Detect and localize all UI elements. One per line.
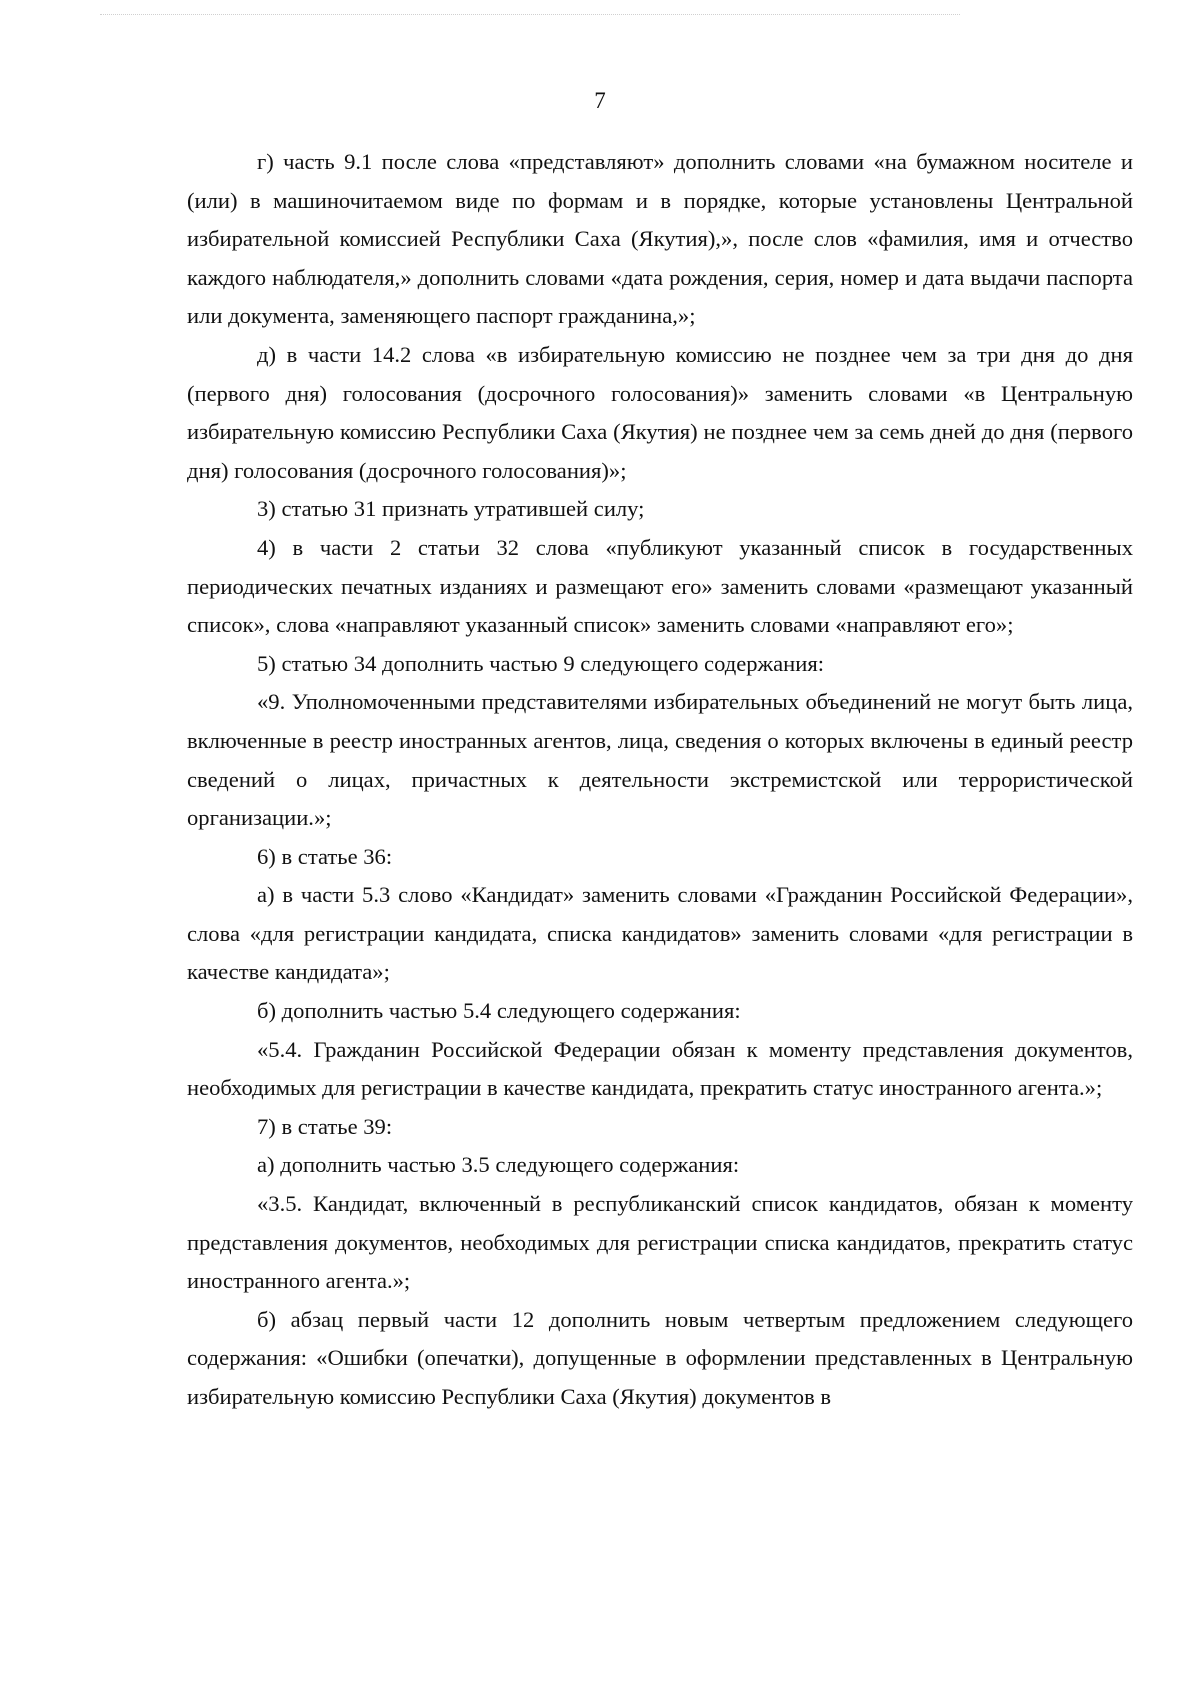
paragraph-article-34: 5) статью 34 дополнить частью 9 следующего содержания:	[257, 650, 825, 676]
paragraph-article-39-part-3-5: «3.5. Кандидат, включенный в республиканский список кандидатов, обязан к моменту представления документов, необходимых для регистрации списка кандидатов, прекратить статус иностранного агента.»;	[187, 1191, 1133, 1294]
paragraph-article-32: 4) в части 2 статьи 32 слова «публикуют указанный список в государственных периодических печатных изданиях и размещают его» заменить словами «размещают указанный список», слова «направляют указанный список» заменить словами «направляют его»;	[187, 534, 1133, 638]
paragraph-9-1-amendment: г) часть 9.1 после слова «представляют» дополнить словами «на бумажном носителе и (или) в машиночитаемом виде по формам и в порядке, которые установлены Центральной избирательной комиссией Республики Саха (Якутия),», после слов «фамилия, имя и отчество каждого наблюдателя,» дополнить словами «дата рождения, серия, номер и дата выдачи паспорта или документа, заменяющего паспорт гражданина,»;	[187, 149, 1133, 329]
paragraph-article-39-add-3-5: а) дополнить частью 3.5 следующего содержания:	[257, 1152, 740, 1178]
paragraph-article-36-add-5-4: б) дополнить частью 5.4 следующего содержания:	[257, 998, 741, 1024]
paragraph-article-36-part-5-4: «5.4. Гражданин Российской Федерации обязан к моменту представления документов, необходимых для регистрации в качестве кандидата, прекратить статус иностранного агента.»;	[187, 1036, 1133, 1101]
paragraph-article-39-part-12: б) абзац первый части 12 дополнить новым четвертым предложением следующего содержания: «Ошибки (опечатки), допущенные в оформлении представленных в Центральную избирательную комиссию Республики Саха (Якутия) документов в	[187, 1306, 1133, 1409]
scan-edge-line	[100, 14, 960, 15]
paragraph-article-36: 6) в статье 36:	[257, 843, 393, 869]
paragraph-article-36-part-5-3: а) в части 5.3 слово «Кандидат» заменить словами «Гражданин Российской Федерации», слова «для регистрации кандидата, списка кандидатов» заменить словами «для регистрации в качестве кандидата»;	[187, 882, 1133, 985]
paragraph-article-31: 3) статью 31 признать утратившей силу;	[257, 496, 645, 522]
paragraph-14-2-amendment: д) в части 14.2 слова «в избирательную комиссию не позднее чем за три дня до дня (первого дня) голосования (досрочного голосования)» заменить словами «в Центральную избирательную комиссию Республики Саха (Якутия) не позднее чем за семь дней до дня (первого дня) голосования (досрочного голосования)»;	[187, 341, 1133, 483]
page-number: 7	[594, 88, 606, 113]
paragraph-article-34-part-9: «9. Уполномоченными представителями избирательных объединений не могут быть лица, включенные в реестр иностранных агентов, лица, сведения о которых включены в единый реестр сведений о лицах, причастных к деятельности экстремистской или террористической организации.»;	[187, 689, 1133, 831]
paragraph-article-39: 7) в статье 39:	[257, 1113, 393, 1139]
document-body	[187, 143, 1133, 1417]
